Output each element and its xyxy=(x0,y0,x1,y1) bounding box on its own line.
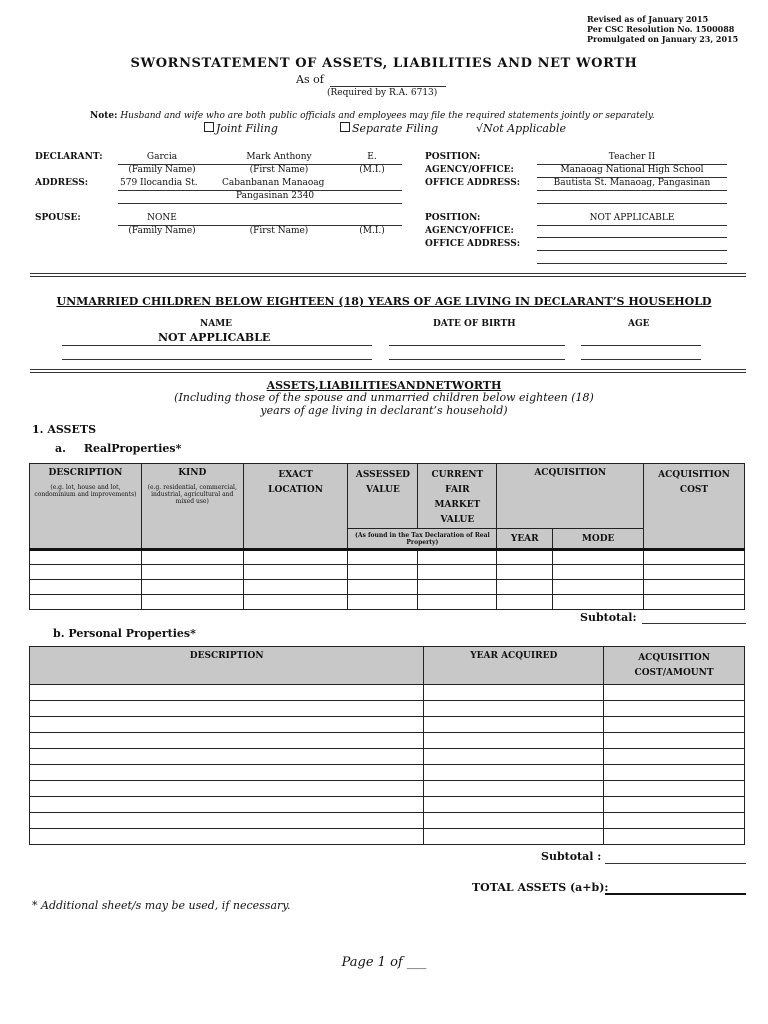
personal-cell[interactable] xyxy=(30,685,424,701)
personal-cell[interactable] xyxy=(604,733,745,749)
checkbox-icon[interactable] xyxy=(204,122,214,132)
separate-filing-label: Separate Filing xyxy=(352,122,439,135)
real-cell[interactable] xyxy=(497,595,553,610)
personal-cell[interactable] xyxy=(424,813,604,829)
personal-cell[interactable] xyxy=(30,749,424,765)
real-subtotal-label: Subtotal: xyxy=(580,611,637,624)
real-cell[interactable] xyxy=(553,565,644,580)
page-number: Page 1 of ___ xyxy=(341,955,427,970)
real-subtotal-field[interactable] xyxy=(642,623,746,624)
personal-cell[interactable] xyxy=(424,781,604,797)
section-divider xyxy=(30,369,746,373)
revision-line: Promulgated on January 23, 2015 xyxy=(587,34,739,44)
address-line1-a[interactable]: 579 Ilocandia St. xyxy=(120,178,198,188)
real-cell[interactable] xyxy=(348,595,418,610)
real-heading-letter: a. xyxy=(55,442,66,455)
real-cell[interactable] xyxy=(497,565,553,580)
real-acq-cost-header xyxy=(644,464,745,550)
real-tax-note: (As found in the Tax Declaration of Real Property) xyxy=(354,531,490,546)
spouse-family-name[interactable]: NONE xyxy=(147,213,177,223)
personal-cell[interactable] xyxy=(30,797,424,813)
real-year-label: YEAR xyxy=(510,533,539,544)
spouse-label: SPOUSE: xyxy=(35,213,81,223)
checkbox-icon[interactable] xyxy=(340,122,350,132)
children-dob-line xyxy=(389,359,565,360)
real-cell[interactable] xyxy=(553,580,644,595)
real-description-note: (e.g. lot, house and lot, condominium and improvements) xyxy=(34,484,137,498)
real-acq-cost1: ACQUISITION xyxy=(658,470,730,480)
real-cell[interactable] xyxy=(243,595,348,610)
real-cell[interactable] xyxy=(418,565,497,580)
real-cell[interactable] xyxy=(141,550,243,565)
alnw-heading: ASSETS,LIABILITIESANDNETWORTH xyxy=(266,379,502,392)
real-year-header xyxy=(497,529,553,550)
personal-cell[interactable] xyxy=(424,765,604,781)
personal-cell[interactable] xyxy=(424,701,604,717)
personal-cost1: ACQUISITION xyxy=(638,653,710,663)
total-assets-field[interactable] xyxy=(605,893,746,895)
real-cell[interactable] xyxy=(243,550,348,565)
office-address-label: OFFICE ADDRESS: xyxy=(425,178,521,188)
real-cell[interactable] xyxy=(418,550,497,565)
declarant-office-address[interactable]: Bautista St. Manaoag, Pangasinan xyxy=(553,178,711,188)
first-name-caption: (First Name) xyxy=(249,165,309,175)
personal-cell[interactable] xyxy=(424,717,604,733)
spouse-office-address-label: OFFICE ADDRESS: xyxy=(425,239,521,249)
total-assets-label: TOTAL ASSETS (a+b): xyxy=(472,881,609,894)
real-kind-label: KIND xyxy=(178,468,207,478)
real-fmv-header xyxy=(418,464,497,529)
personal-cell[interactable] xyxy=(604,797,745,813)
real-fair-label: FAIR xyxy=(445,485,470,495)
personal-description-label: DESCRIPTION xyxy=(189,651,264,661)
real-cell[interactable] xyxy=(30,595,142,610)
real-market-label: MARKET xyxy=(434,500,481,510)
real-value-label: VALUE xyxy=(366,485,400,495)
personal-cell[interactable] xyxy=(424,749,604,765)
real-cell[interactable] xyxy=(497,580,553,595)
personal-cell[interactable] xyxy=(30,765,424,781)
real-cell[interactable] xyxy=(30,565,142,580)
real-cell[interactable] xyxy=(348,550,418,565)
as-of-field[interactable] xyxy=(330,86,446,87)
revision-line: Per CSC Resolution No. 1500088 xyxy=(587,24,735,34)
personal-cell[interactable] xyxy=(424,685,604,701)
personal-year-label: YEAR ACQUIRED xyxy=(470,651,558,661)
real-heading-text: RealProperties* xyxy=(83,442,182,455)
real-cell[interactable] xyxy=(644,580,745,595)
declarant-agency[interactable]: Manaoag National High School xyxy=(560,165,704,175)
declarant-family-name[interactable]: Garcia xyxy=(146,152,178,162)
real-cell[interactable] xyxy=(348,565,418,580)
office-address-line xyxy=(537,190,727,191)
position-label: POSITION: xyxy=(425,152,481,162)
real-kind-note: (e.g. residential, commercial, industrial, agricultural and mixed use) xyxy=(147,484,237,505)
office-address-line xyxy=(537,250,727,251)
declarant-mi[interactable]: E. xyxy=(367,152,377,162)
personal-cell[interactable] xyxy=(30,733,424,749)
real-exact-label: EXACT xyxy=(278,470,313,480)
real-cell[interactable] xyxy=(497,550,553,565)
personal-cell[interactable] xyxy=(604,781,745,797)
real-cell[interactable] xyxy=(418,580,497,595)
office-address-line xyxy=(537,263,727,264)
real-properties-heading xyxy=(55,442,181,455)
real-cell[interactable] xyxy=(30,580,142,595)
real-cell[interactable] xyxy=(644,550,745,565)
joint-filing-option[interactable] xyxy=(204,122,278,135)
children-age-line xyxy=(581,345,701,346)
declarant-label: DECLARANT: xyxy=(35,152,103,162)
personal-cell[interactable] xyxy=(604,829,745,845)
personal-cost-header xyxy=(604,647,745,685)
mi-caption: (M.I.) xyxy=(359,165,385,175)
note xyxy=(90,111,655,121)
real-location-label: LOCATION xyxy=(268,485,323,495)
personal-cell[interactable] xyxy=(30,701,424,717)
personal-cell[interactable] xyxy=(424,733,604,749)
real-cell[interactable] xyxy=(243,565,348,580)
personal-cell[interactable] xyxy=(30,813,424,829)
personal-cell[interactable] xyxy=(604,717,745,733)
personal-cell[interactable] xyxy=(424,797,604,813)
real-description-header xyxy=(30,464,142,550)
real-cell[interactable] xyxy=(553,595,644,610)
mi-caption: (M.I.) xyxy=(359,226,385,236)
children-dob-line xyxy=(389,345,565,346)
personal-subtotal-label: Subtotal : xyxy=(541,850,602,863)
declarant-position[interactable]: Teacher II xyxy=(608,152,656,162)
personal-cell[interactable] xyxy=(604,765,745,781)
real-cell[interactable] xyxy=(30,550,142,565)
real-acq-cost2: COST xyxy=(679,485,709,495)
real-cell[interactable] xyxy=(141,595,243,610)
real-description-label: DESCRIPTION xyxy=(48,468,123,478)
real-cell[interactable] xyxy=(141,580,243,595)
family-name-caption: (Family Name) xyxy=(128,165,196,175)
real-value2-label: VALUE xyxy=(440,515,475,525)
personal-cell[interactable] xyxy=(604,685,745,701)
personal-cell[interactable] xyxy=(30,781,424,797)
real-cell[interactable] xyxy=(141,565,243,580)
page-title: SWORNSTATEMENT OF ASSETS, LIABILITIES AND NET WORTH xyxy=(130,56,638,71)
as-of-label: As of xyxy=(296,73,324,86)
alnw-sub1: (Including those of the spouse and unmarried children below eighteen (18) xyxy=(174,391,594,404)
real-properties-table xyxy=(29,463,745,610)
personal-description-header xyxy=(30,647,424,685)
real-location-header xyxy=(243,464,348,550)
not-applicable-option[interactable] xyxy=(476,122,566,135)
real-cell[interactable] xyxy=(553,550,644,565)
address-line2[interactable]: Pangasinan 2340 xyxy=(236,191,315,201)
check-mark-icon[interactable]: √ xyxy=(476,122,484,135)
first-name-caption: (First Name) xyxy=(249,226,309,236)
children-entry[interactable]: NOT APPLICABLE xyxy=(158,331,271,344)
personal-cell[interactable] xyxy=(604,813,745,829)
personal-cost2: COST/AMOUNT xyxy=(634,668,714,678)
not-applicable-label: Not Applicable xyxy=(483,122,567,135)
personal-cell[interactable] xyxy=(604,749,745,765)
required-by: (Required by R.A. 6713) xyxy=(327,88,438,98)
real-mode-label: MODE xyxy=(581,533,615,544)
agency-label: AGENCY/OFFICE: xyxy=(425,165,514,175)
spouse-agency-label: AGENCY/OFFICE: xyxy=(425,226,514,236)
real-kind-header xyxy=(141,464,243,550)
family-name-caption: (Family Name) xyxy=(128,226,196,236)
children-name-line xyxy=(62,359,372,360)
assets-heading: 1. ASSETS xyxy=(32,423,97,436)
section-divider xyxy=(30,273,746,277)
revision-line: Revised as of January 2015 xyxy=(587,14,709,24)
children-dob-header: DATE OF BIRTH xyxy=(433,319,516,329)
real-assessed-header xyxy=(348,464,418,529)
separate-filing-option[interactable] xyxy=(340,122,438,135)
children-name-line xyxy=(62,345,372,346)
declarant-first-name[interactable]: Mark Anthony xyxy=(246,152,312,162)
personal-cell[interactable] xyxy=(30,829,424,845)
real-cell[interactable] xyxy=(418,595,497,610)
real-mode-header xyxy=(553,529,644,550)
office-address-line xyxy=(537,203,727,204)
personal-properties-table xyxy=(29,646,745,845)
personal-cell[interactable] xyxy=(30,717,424,733)
personal-year-header xyxy=(424,647,604,685)
joint-filing-label: Joint Filing xyxy=(216,122,278,135)
address-label: ADDRESS: xyxy=(35,178,89,188)
real-cell[interactable] xyxy=(644,595,745,610)
personal-properties-heading: b. Personal Properties* xyxy=(53,627,196,640)
children-age-header: AGE xyxy=(628,319,650,329)
position-line xyxy=(537,225,727,226)
real-assessed-label: ASSESSED xyxy=(355,470,410,480)
additional-note: * Additional sheet/s may be used, if necessary. xyxy=(32,899,291,912)
real-current-label: CURRENT xyxy=(431,470,484,480)
real-cell[interactable] xyxy=(243,580,348,595)
spouse-position[interactable]: NOT APPLICABLE xyxy=(589,213,675,223)
agency-line xyxy=(537,237,727,238)
real-acquisition-label: ACQUISITION xyxy=(534,468,607,478)
personal-cell[interactable] xyxy=(604,701,745,717)
address-line1-b[interactable]: Cabanbanan Manaoag xyxy=(222,178,325,188)
real-acquisition-header xyxy=(497,464,644,529)
children-heading: UNMARRIED CHILDREN BELOW EIGHTEEN (18) YEARS OF AGE LIVING IN DECLARANT’S HOUSEHOLD xyxy=(56,295,712,308)
children-name-header: NAME xyxy=(200,319,233,329)
personal-cell[interactable] xyxy=(424,829,604,845)
address-line xyxy=(118,203,402,204)
children-age-line xyxy=(581,359,701,360)
personal-subtotal-field[interactable] xyxy=(605,863,746,864)
note-text: Husband and wife who are both public officials and employees may file the required statements jointly or separately. xyxy=(120,111,655,121)
real-cell[interactable] xyxy=(644,565,745,580)
note-label: Note: xyxy=(90,111,118,121)
revision-block xyxy=(587,14,738,44)
real-tax-note-header xyxy=(348,529,497,550)
alnw-sub2: years of age living in declarant’s household) xyxy=(260,404,508,417)
spouse-position-label: POSITION: xyxy=(425,213,481,223)
real-cell[interactable] xyxy=(348,580,418,595)
